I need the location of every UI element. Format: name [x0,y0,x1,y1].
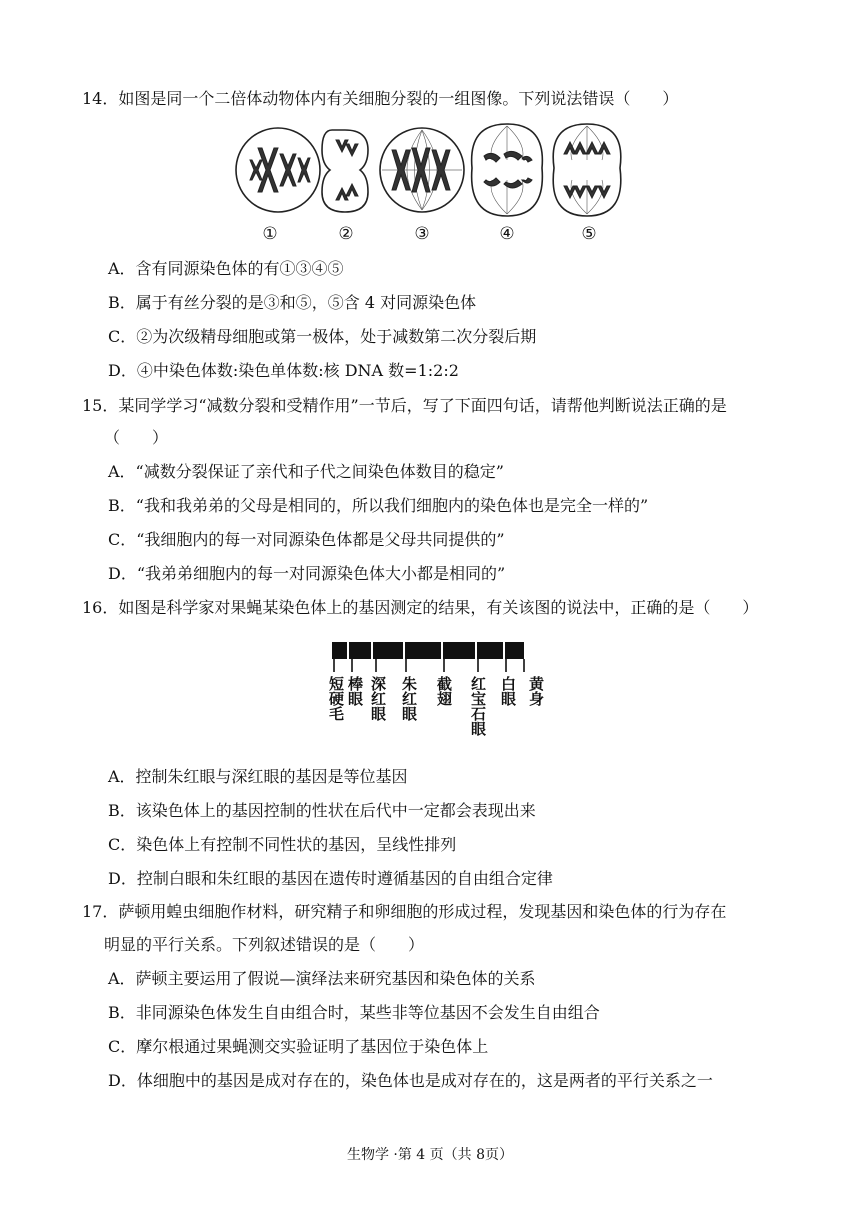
gene-label-bar-eye: 棒眼 [346,676,364,706]
q15-option-a: A．“减数分裂保证了亲代和子代之间染色体数目的稳定” [108,462,504,481]
gene-label-cut-wing: 截翅 [435,676,453,706]
gene-label-short-bristle: 短硬毛 [327,676,345,721]
cell-label-4: ④ [499,224,515,244]
q16-option-d: D．控制白眼和朱红眼的基因在遗传时遵循基因的自由组合定律 [108,869,553,888]
gene-label-ruby-eye: 红宝石眼 [469,676,487,736]
cell-label-5: ⑤ [581,224,597,244]
q17-option-c: C．摩尔根通过果蝇测交实验证明了基因位于染色体上 [108,1037,489,1056]
cell-1-outline [236,128,320,212]
q14-option-c: C．②为次级精母细胞或第一极体，处于减数第二次分裂后期 [108,327,537,346]
gene-label-yellow-body: 黄身 [527,676,545,706]
cell-label-2: ② [338,224,354,244]
chromosome-bar [332,642,524,659]
q15-option-b: B．“我和我弟弟的父母是相同的，所以我们细胞内的染色体也是完全一样的” [108,496,649,515]
page-footer: 生物学 ·第 4 页（共 8页） [346,1147,514,1163]
q17-option-d: D．体细胞中的基因是成对存在的，染色体也是成对存在的，这是两者的平行关系之一 [108,1071,713,1090]
q16-option-c: C．染色体上有控制不同性状的基因，呈线性排列 [108,835,457,854]
q14-stem: 14．如图是同一个二倍体动物体内有关细胞分裂的一组图像。下列说法错误（ ） [82,89,679,108]
cell-division-figure [232,120,652,220]
q16-option-b: B．该染色体上的基因控制的性状在后代中一定都会表现出来 [108,801,536,820]
q17-option-b: B．非同源染色体发生自由组合时，某些非等位基因不会发生自由组合 [108,1003,600,1022]
q14-option-a: A．含有同源染色体的有①③④⑤ [108,259,344,278]
cell-label-1: ① [262,224,278,244]
gene-label-vermilion-eye: 朱红眼 [400,676,418,721]
q15-stem-line1: 15．某同学学习“减数分裂和受精作用”一节后，写了下面四句话，请帮他判断说法正确的是 [82,396,727,415]
q16-option-a: A．控制朱红眼与深红眼的基因是等位基因 [108,767,408,786]
q15-stem-line2: （ ） [104,428,169,447]
q14-option-d: D．④中染色体数:染色单体数:核 DNA 数=1:2:2 [108,361,459,380]
cell-label-3: ③ [414,224,430,244]
q15-option-c: C．“我细胞内的每一对同源染色体都是父母共同提供的” [108,530,505,549]
q17-option-a: A．萨顿主要运用了假说—演绎法来研究基因和染色体的关系 [108,969,536,988]
chromosome-gene-map [318,640,538,674]
q17-stem-line1: 17．萨顿用蝗虫细胞作材料，研究精子和卵细胞的形成过程，发现基因和染色体的行为存在 [82,902,727,921]
gene-label-dark-red-eye: 深红眼 [369,676,387,721]
q17-stem-line2: 明显的平行关系。下列叙述错误的是（ ） [104,935,425,954]
q15-option-d: D．“我弟弟细胞内的每一对同源染色体大小都是相同的” [108,564,506,583]
q14-option-b: B．属于有丝分裂的是③和⑤，⑤含 4 对同源染色体 [108,293,477,312]
q16-stem: 16．如图是科学家对果蝇某染色体上的基因测定的结果，有关该图的说法中，正确的是（ ） [82,598,759,617]
gene-label-white-eye: 白眼 [499,676,517,706]
